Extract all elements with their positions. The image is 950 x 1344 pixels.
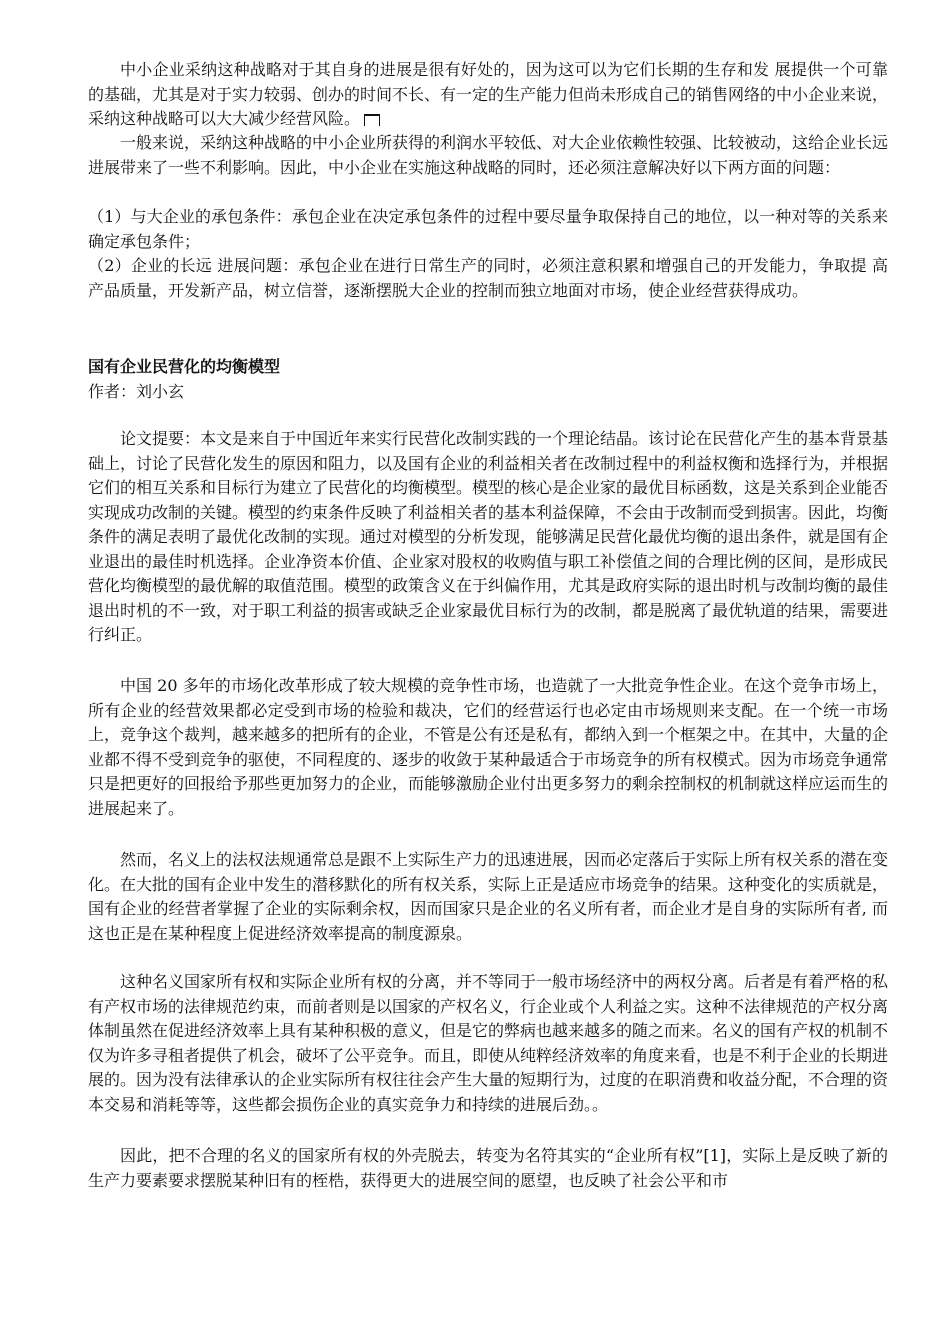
edit-mark-icon (364, 114, 380, 126)
article-abstract: 论文提要：本文是来自于中国近年来实行民营化改制实践的一个理论结晶。该讨论在民营化产生的基本背景基础上，讨论了民营化发生的原因和阻力，以及国有企业的利益相关者在改制过程中的利益权衡和选择行为，并根据它们的相互关系和目标行为建立了民营化的均衡模型。模型的核心是企业家的最优目标函数，这是关系到企业能否实现成功改制的关键。模型的约束条件反映了利益相关者的基本利益保障，不会由于改制而受到损害。因此，均衡条件的满足表明了最优化改制的实现。通过对模型的分析发现，能够满足民营化最优均衡的退出条件，就是国有企业退出的最佳时机选择。企业净资本价值、企业家对股权的收购值与职工补偿值之间的合理比例的区间，是形成民营化均衡模型的最优解的取值范围。模型的政策含义在于纠偏作用，尤其是政府实际的退出时机与改制均衡的最佳退出时机的不一致，对于职工利益的损害或缺乏企业家最优目标行为的改制，都是脱离了最优轨道的结果，需要进行纠正。 (88, 429, 889, 644)
paragraph-strategy-drawbacks: 一般来说，采纳这种战略的中小企业所获得的利润水平较低、对大企业依赖性较强、比较被动，这给企业长远进展带来了一些不利影响。因此，中小企业在实施这种战略的同时，还必须注意解决好以下两方面的问题： (88, 133, 889, 177)
paragraph-ownership-separation: 这种名义国家所有权和实际企业所有权的分离，并不等同于一般市场经济中的两权分离。后者是有着严格的私有产权市场的法律规范约束，而前者则是以国家的产权名义，行企业或个人利益之实。这种不法律规范的产权分离体制虽然在促进经济效率上具有某种积极的意义，但是它的弊病也越来越多的随之而来。名义的国有产权的机制不仅为许多寻租者提供了机会，破坏了公平竞争。而且，即使从纯粹经济效率的角度来看，也是不利于企业的长期进展的。因为没有法律承认的企业实际所有权往往会产生大量的短期行为，过度的在职消费和收益分配，不合理的资本交易和消耗等等，这些都会损伤企业的真实竞争力和持续的进展后劲。。 (88, 972, 889, 1114)
paragraph-enterprise-ownership: 因此，把不合理的名义的国家所有权的外壳脱去，转变为名符其实的“企业所有权”[1]，实际上是反映了新的生产力要素要求摆脱某种旧有的桎梏，获得更大的进展空间的愿望，也反映了社会公平和市 (88, 1146, 888, 1190)
paragraph-nominal-ownership: 然而，名义上的法权法规通常总是跟不上实际生产力的迅速进展，因而必定落后于实际上所有权关系的潜在变化。在大批的国有企业中发生的潜移默化的所有权关系，实际上正是适应市场竞争的结果。这种变化的实质就是，国有企业的经营者掌握了企业的实际剩余权，因而国家只是企业的名义所有者，而企业才是自身的实际所有者, 而这也正是在某种程度上促进经济效率提高的制度源泉。 (88, 850, 889, 943)
paragraph-text: 中小企业采纳这种战略对于其自身的进展是很有好处的，因为这可以为它们长期的生存和发 展提供一个可靠的基础，尤其是对于实力较弱、创办的时间不长、有一定的生产能力但尚未形成自己的销售网络的中小企业来说，采纳这种战略可以大大减少经营风险。 (88, 60, 889, 128)
list-item-contract-conditions: （1）与大企业的承包条件：承包企业在决定承包条件的过程中要尽量争取保持自己的地位，以一种对等的关系来确定承包条件； (88, 207, 888, 251)
paragraph-strategy-benefit (88, 58, 888, 132)
article-author: 作者：刘小玄 (88, 382, 185, 401)
article-title: 国有企业民营化的均衡模型 (88, 357, 281, 376)
paragraph-market-reform: 中国 20 多年的市场化改革形成了较大规模的竞争性市场，也造就了一大批竞争性企业。在这个竞争市场上，所有企业的经营效果都必定受到市场的检验和裁决，它们的经营运行也必定由市场规则来支配。在一个统一市场上，竞争这个裁判，越来越多的把所有的企业，不管是公有还是私有，都纳入到一个框架之中。在其中，大量的企业都不得不受到竞争的驱使，不同程度的、逐步的收敛于某种最适合于市场竞争的所有权模式。因为市场竞争通常只是把更好的回报给予那些更加努力的企业，而能够激励企业付出更多努力的剩余控制权的机制就这样应运而生的进展起来了。 (88, 676, 889, 818)
list-item-long-term-development: （2）企业的长远 进展问题：承包企业在进行日常生产的同时，必须注意积累和增强自己的开发能力，争取提 高产品质量，开发新产品，树立信誉，逐渐摆脱大企业的控制而独立地面对市场，使企业经营获得成功。 (88, 256, 888, 300)
